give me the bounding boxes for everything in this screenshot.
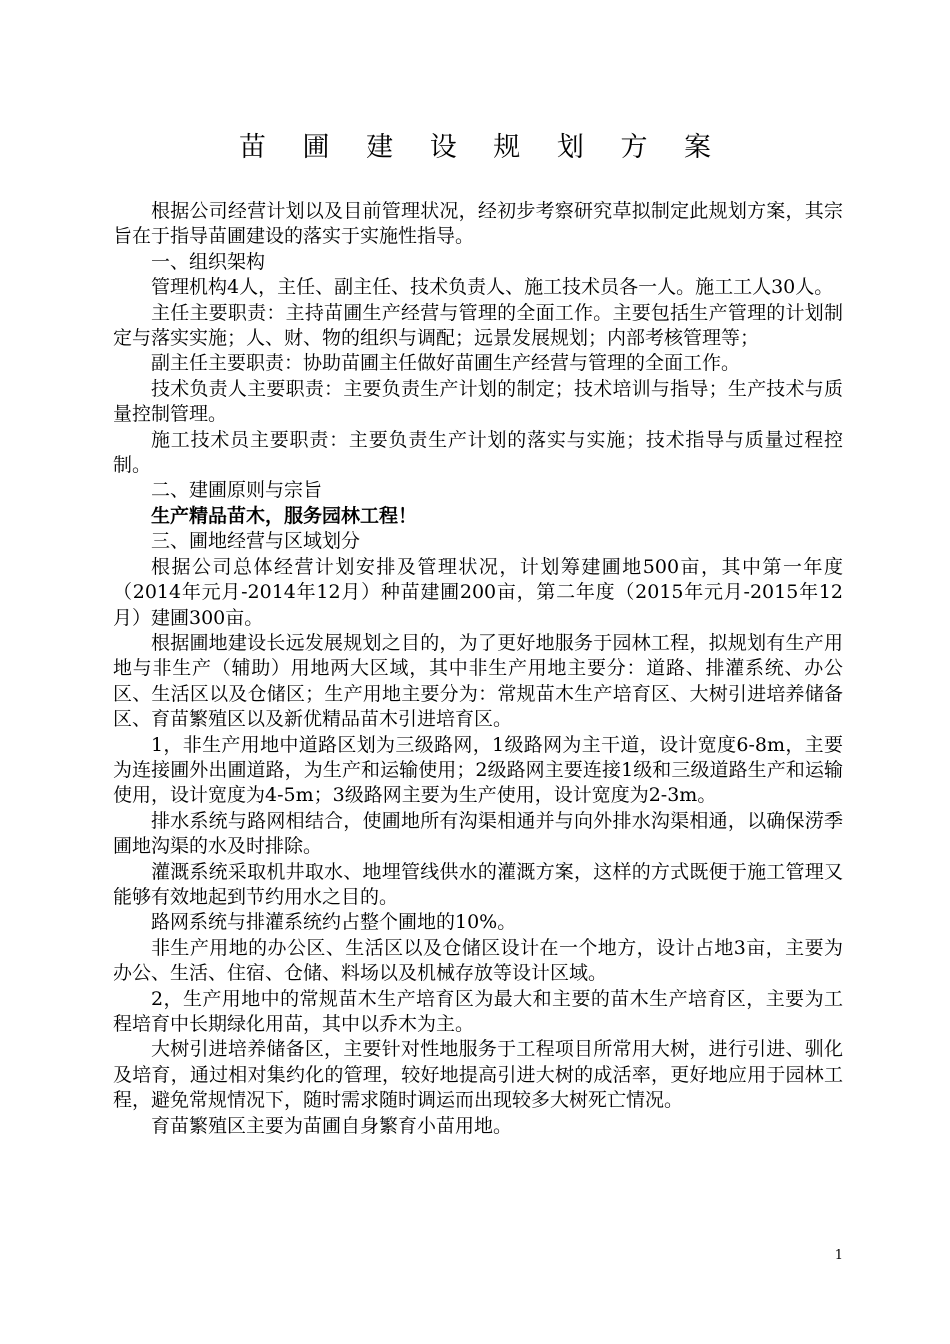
paragraph: 管理机构4人，主任、副主任、技术负责人、施工技术员各一人。施工工人30人。 — [151, 276, 834, 299]
paragraph: 施工技术员主要职责：主要负责生产计划的落实与实施；技术指导与质量过程控制。 — [113, 428, 843, 477]
paragraph: 排水系统与路网相结合，使圃地所有沟渠相通并与向外排水沟渠相通，以确保涝季圃地沟渠的水及时排除。 — [113, 809, 843, 858]
paragraph: 育苗繁殖区主要为苗圃自身繁育小苗用地。 — [151, 1114, 513, 1137]
paragraph: 2，生产用地中的常规苗木生产培育区为最大和主要的苗木生产培育区，主要为工程培育中长期绿化用苗，其中以乔木为主。 — [113, 987, 843, 1035]
paragraph: 根据公司经营计划以及目前管理状况，经初步考察研究草拟制定此规划方案，其宗旨在于指导苗圃建设的落实于实施性指导。 — [113, 200, 843, 248]
page-number: 1 — [834, 1248, 843, 1263]
paragraph: 1，非生产用地中道路区划为三级路网，1级路网为主干道，设计宽度6-8m，主要为连接圃外出圃道路，为生产和运输使用；2级路网主要连接1级和三级道路生产和运输使用，设计宽度为4-5m；3级路网主要为生产使用，设计宽度为2-3m。 — [113, 733, 843, 807]
paragraph: 非生产用地的办公区、生活区以及仓储区设计在一个地方，设计占地3亩，主要为办公、生活、住宿、仓储、料场以及机械存放等设计区域。 — [113, 936, 843, 985]
paragraph: 一、组织架构 — [151, 250, 266, 273]
paragraph: 三、圃地经营与区域划分 — [151, 530, 361, 553]
paragraph: 大树引进培养储备区，主要针对性地服务于工程项目所常用大树，进行引进、驯化及培育，通过相对集约化的管理，较好地提高引进大树的成活率，更好地应用于园林工程，避免常规情况下，随时需求随时调运而出现较多大树死亡情况。 — [113, 1038, 843, 1112]
paragraph: 副主任主要职责：协助苗圃主任做好苗圃生产经营与管理的全面工作。 — [151, 352, 741, 375]
paragraph: 根据圃地建设长远发展规划之目的，为了更好地服务于园林工程，拟规划有生产用地与非生产（辅助）用地两大区域，其中非生产用地主要分：道路、排灌系统、办公区、生活区以及仓储区；生产用地主要分为：常规苗木生产培育区、大树引进培养储备区、育苗繁殖区以及新优精品苗木引进培育区。 — [113, 631, 843, 731]
bold-paragraph: 生产精品苗木，服务园林工程！ — [151, 504, 418, 527]
paragraph: 主任主要职责：主持苗圃生产经营与管理的全面工作。主要包括生产管理的计划制定与落实实施；人、财、物的组织与调配；远景发展规划；内部考核管理等； — [113, 301, 843, 350]
document-body — [113, 199, 843, 1139]
document-title: 苗 圃 建 设 规 划 方 案 — [238, 132, 726, 163]
paragraph: 技术负责人主要职责：主要负责生产计划的制定；技术培训与指导；生产技术与质量控制管理。 — [113, 377, 843, 426]
paragraph: 根据公司总体经营计划安排及管理状况，计划筹建圃地500亩，其中第一年度（2014年元月-2014年12月）种苗建圃200亩，第二年度（2015年元月-2015年12月）建圃300亩。 — [113, 555, 843, 629]
paragraph: 二、建圃原则与宗旨 — [151, 479, 323, 502]
paragraph: 路网系统与排灌系统约占整个圃地的10%。 — [151, 911, 517, 934]
paragraph: 灌溉系统采取机井取水、地埋管线供水的灌溉方案，这样的方式既便于施工管理又能够有效地起到节约用水之目的。 — [113, 860, 843, 908]
